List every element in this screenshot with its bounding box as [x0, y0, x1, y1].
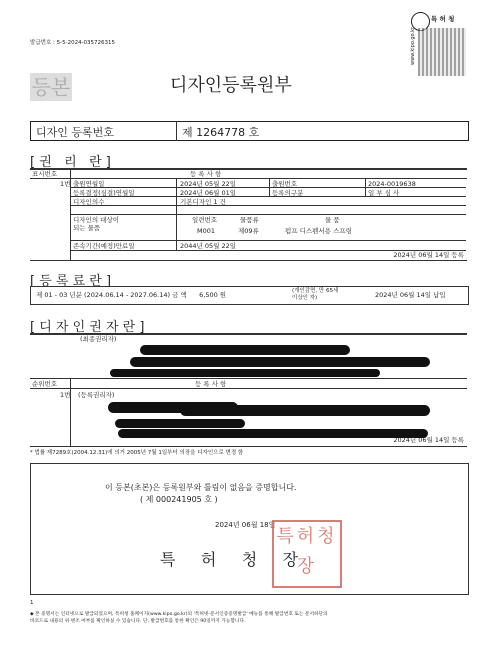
- doc-title: 디자인등록원부: [170, 75, 292, 96]
- app-no: 2024-0019638: [368, 180, 416, 188]
- goods-name: 펌프 디스펜서용 스프링: [285, 227, 352, 235]
- redacted-reg-holder-3: [115, 419, 245, 428]
- goods-class: 제09류: [238, 227, 259, 235]
- redacted-reg-holder-2: [180, 405, 430, 416]
- fee-text: 제 01 - 03 년분 (2024.06.14 - 2027.06.14) 금 액 6,500 원: [36, 291, 227, 299]
- cert-date: 2024년 06월 18일: [215, 521, 276, 529]
- redacted-final-holder-1: [140, 345, 350, 355]
- official-seal: 특허청장: [272, 520, 342, 588]
- label-design-count: 디자인의수: [73, 198, 105, 206]
- footer-note: ◆ 본 증명서는 인터넷으로 발급되었으며, 특허청 홈페이지(www.kipo.go.kr)의 '특허넷-문서인증증명발급' 메뉴를 통해 발급번호 또는 문서하단의 바코드로 내용의 위·변조 여부를 확인하실 수 있습니다. 단, 발급번호를 통한 확인은 90일까지 가능합니다.: [30, 612, 328, 624]
- page-number: 1: [30, 600, 34, 606]
- law-note: * 법률 제7289호(2004.12.31)에 의거 2005년 7월 1일부터 의장을 디자인으로 변경 함: [30, 450, 244, 456]
- sub-col-serial: 일련번호: [192, 216, 218, 224]
- serial: M001: [197, 227, 216, 235]
- redacted-final-holder-2: [130, 357, 430, 367]
- reg-holder-label: (등록권리자): [78, 391, 115, 399]
- redacted-final-holder-3: [110, 369, 380, 377]
- holders-col-matters: 등 록 사 항: [195, 380, 227, 388]
- rights-row-index: 1번: [60, 180, 71, 188]
- rights-section-title: [ 권 리 란 ]: [30, 155, 111, 170]
- issue-number: 발급번호 : 5-5-2024-035726315: [30, 40, 116, 46]
- label-target-goods: 디자인의 대상이 되는 물품: [73, 216, 120, 233]
- app-no-label: 출원번호: [272, 180, 298, 188]
- label-filing-date: 출원연월일: [73, 180, 105, 188]
- side-url: www.kipo.go.kr: [410, 26, 416, 65]
- fee-section-title: [ 등 록 료 란 ]: [30, 274, 112, 289]
- reg-type-label: 등록의구분: [272, 189, 304, 197]
- reg-type: 일 부 심 사: [368, 189, 400, 197]
- office-mark: 특 허 청: [431, 15, 455, 23]
- holders-section-title: [ 디 자 인 권 자 란 ]: [30, 320, 145, 335]
- copy-watermark: 등본: [31, 75, 71, 99]
- holders-row-index: 1번: [60, 391, 71, 399]
- redacted-reg-holder-4: [118, 429, 428, 438]
- label-decision-date: 등록결정(심결)연월일: [73, 189, 135, 197]
- sub-col-class: 물품류: [240, 216, 259, 224]
- filing-date: 2024년 05월 22일: [180, 180, 237, 188]
- label-expiry-date: 존속기간(예정)만료일: [73, 242, 135, 250]
- cert-statement: 이 등본(초본)은 등록원부와 틀림이 없음을 증명합니다.: [105, 483, 297, 492]
- rights-col-matters: 등 록 사 항: [190, 170, 222, 178]
- qr-code: [418, 28, 466, 76]
- design-count: 기본디자인 1 건: [180, 198, 226, 206]
- expiry-date: 2044년 05월 22일: [180, 242, 237, 250]
- rights-col-display: 표시번호: [32, 170, 58, 178]
- fee-paid: 2024년 06월 14일 납입: [375, 291, 446, 299]
- reg-number-value: 제 1264778 호: [182, 126, 260, 139]
- sub-col-goods: 물 품: [325, 216, 340, 224]
- holders-col-order: 순위번호: [32, 380, 58, 388]
- issuer-name: 특 허 청 장: [160, 550, 299, 569]
- reg-number-label: 디자인 등록번호: [36, 126, 114, 139]
- final-holder-label: (최종권리자): [80, 335, 117, 343]
- rights-record-date: 2024년 06월 14일 등록: [393, 251, 464, 259]
- decision-date: 2024년 06월 01일: [180, 189, 237, 197]
- cert-number: ( 제 000241905 호 ): [140, 495, 218, 504]
- holders-record-date: 2024년 06월 14일 등록: [393, 436, 464, 444]
- fee-note: (개인감면, 만 65세 이상인 자): [292, 288, 339, 301]
